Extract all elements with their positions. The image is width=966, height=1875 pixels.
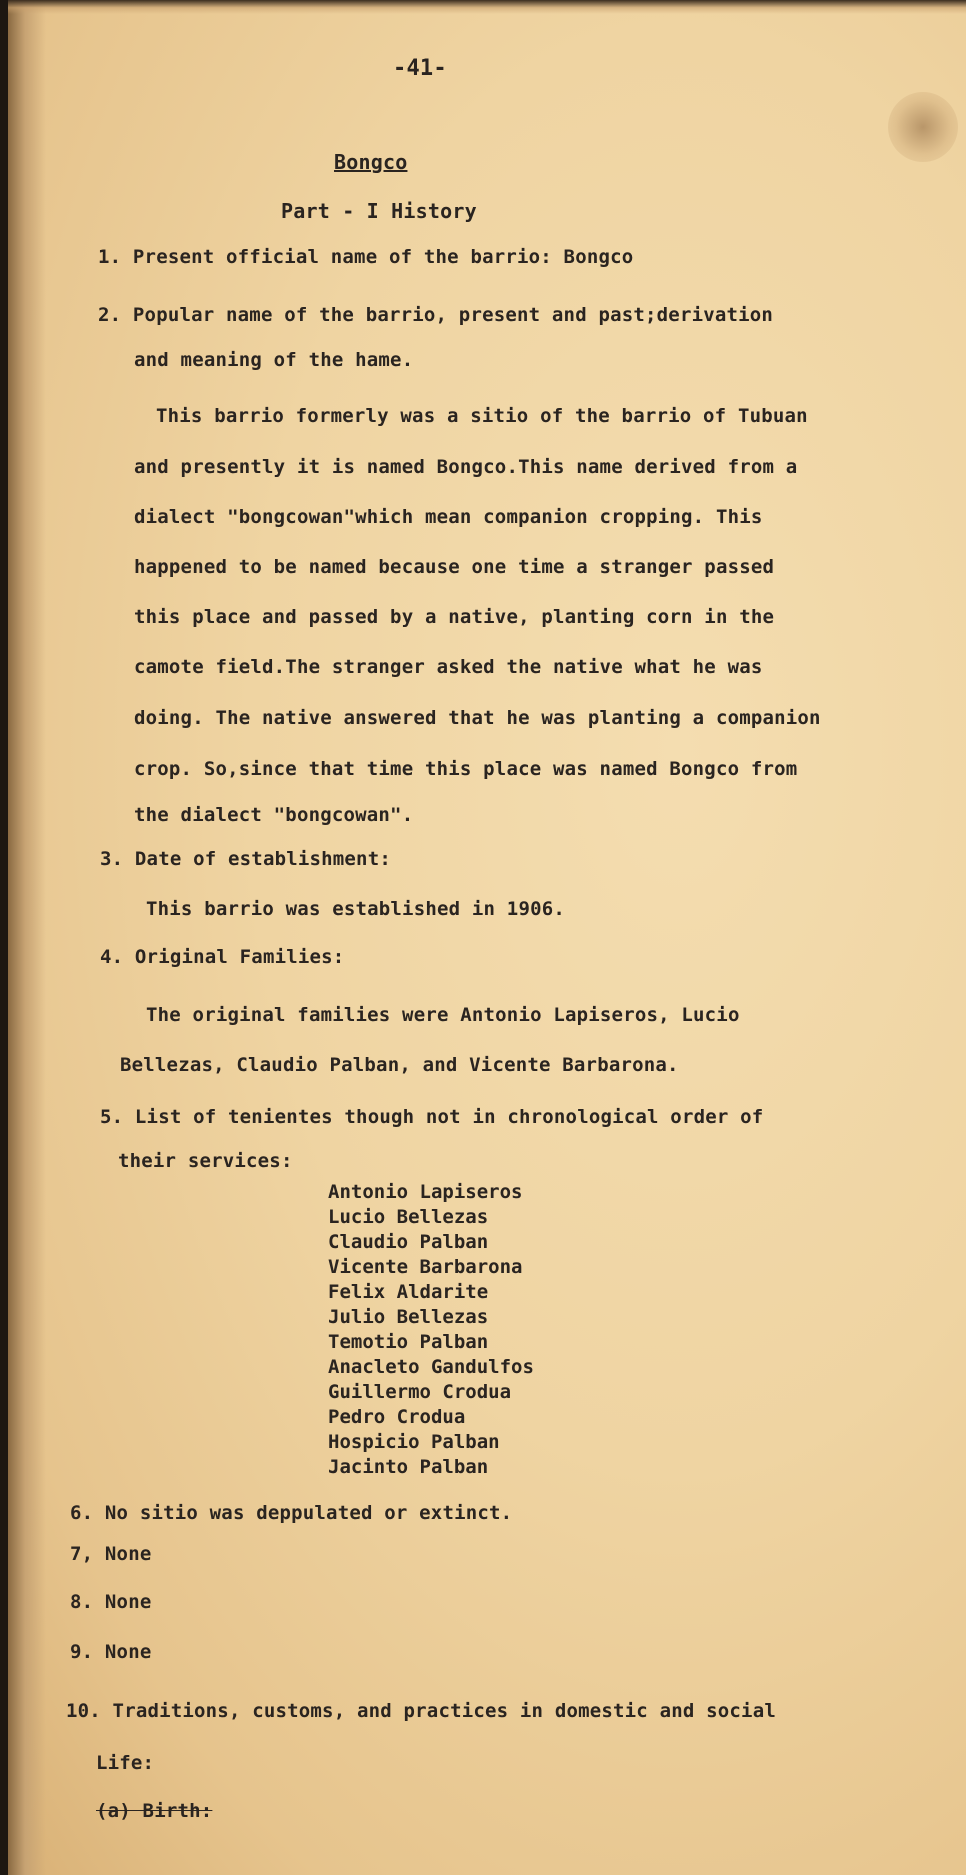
item-8-none: 8. None: [70, 1591, 152, 1613]
teniente-name: Julio Bellezas: [328, 1306, 489, 1328]
item-10-traditions: 10. Traditions, customs, and practices in domestic and social: [66, 1700, 776, 1722]
teniente-name: Felix Aldarite: [328, 1281, 489, 1303]
page-binding-shadow: [8, 0, 46, 1875]
document-title: Bongco: [334, 150, 408, 174]
item-1-official-name: 1. Present official name of the barrio: Bongco: [98, 246, 634, 268]
item-2-popular-name: 2. Popular name of the barrio, present and past;derivation: [98, 304, 774, 326]
item-4-answer-continuation: Bellezas, Claudio Palban, and Vicente Barbarona.: [120, 1054, 679, 1076]
teniente-name: Lucio Bellezas: [328, 1206, 489, 1228]
item-2-continuation: and meaning of the hame.: [134, 349, 414, 371]
document-page: [8, 0, 966, 1875]
teniente-name: Anacleto Gandulfos: [328, 1356, 534, 1378]
item-10-continuation: Life:: [96, 1752, 155, 1774]
history-paragraph-line: camote field.The stranger asked the native what he was: [134, 656, 763, 678]
document-subtitle: Part - I History: [281, 199, 477, 223]
teniente-name: Jacinto Palban: [328, 1456, 489, 1478]
history-paragraph-line: dialect "bongcowan"which mean companion cropping. This: [134, 506, 763, 528]
paper-stain: [888, 92, 958, 162]
item-10-birth-heading: (a) Birth:: [96, 1800, 213, 1822]
history-paragraph-line: crop. So,since that time this place was named Bongco from: [134, 758, 798, 780]
history-paragraph-line: and presently it is named Bongco.This name derived from a: [134, 456, 798, 478]
history-paragraph-line: this place and passed by a native, planting corn in the: [134, 606, 775, 628]
history-paragraph-line: the dialect "bongcowan".: [134, 804, 414, 826]
teniente-name: Vicente Barbarona: [328, 1256, 523, 1278]
history-paragraph-line: This barrio formerly was a sitio of the barrio of Tubuan: [156, 405, 808, 427]
item-3-date-of-establishment: 3. Date of establishment:: [100, 848, 391, 870]
item-5-list-of-tenientes: 5. List of tenientes though not in chronological order of: [100, 1106, 764, 1128]
teniente-name: Temotio Palban: [328, 1331, 489, 1353]
item-9-none: 9. None: [70, 1641, 152, 1663]
page-top-edge: [8, 0, 966, 14]
history-paragraph-line: doing. The native answered that he was planting a companion: [134, 707, 821, 729]
teniente-name: Antonio Lapiseros: [328, 1181, 523, 1203]
tenientes-list: [328, 1180, 534, 1480]
item-4-original-families: 4. Original Families:: [100, 946, 345, 968]
item-5-continuation: their services:: [118, 1150, 293, 1172]
item-4-answer: The original families were Antonio Lapiseros, Lucio: [146, 1004, 740, 1026]
item-7-none: 7, None: [70, 1543, 152, 1565]
teniente-name: Hospicio Palban: [328, 1431, 500, 1453]
item-3-answer: This barrio was established in 1906.: [146, 898, 566, 920]
teniente-name: Guillermo Crodua: [328, 1381, 512, 1403]
history-paragraph-line: happened to be named because one time a stranger passed: [134, 556, 775, 578]
teniente-name: Claudio Palban: [328, 1231, 489, 1253]
item-6-sitio-depopulated: 6. No sitio was deppulated or extinct.: [70, 1502, 513, 1524]
teniente-name: Pedro Crodua: [328, 1406, 466, 1428]
page-number: -41-: [393, 56, 447, 81]
